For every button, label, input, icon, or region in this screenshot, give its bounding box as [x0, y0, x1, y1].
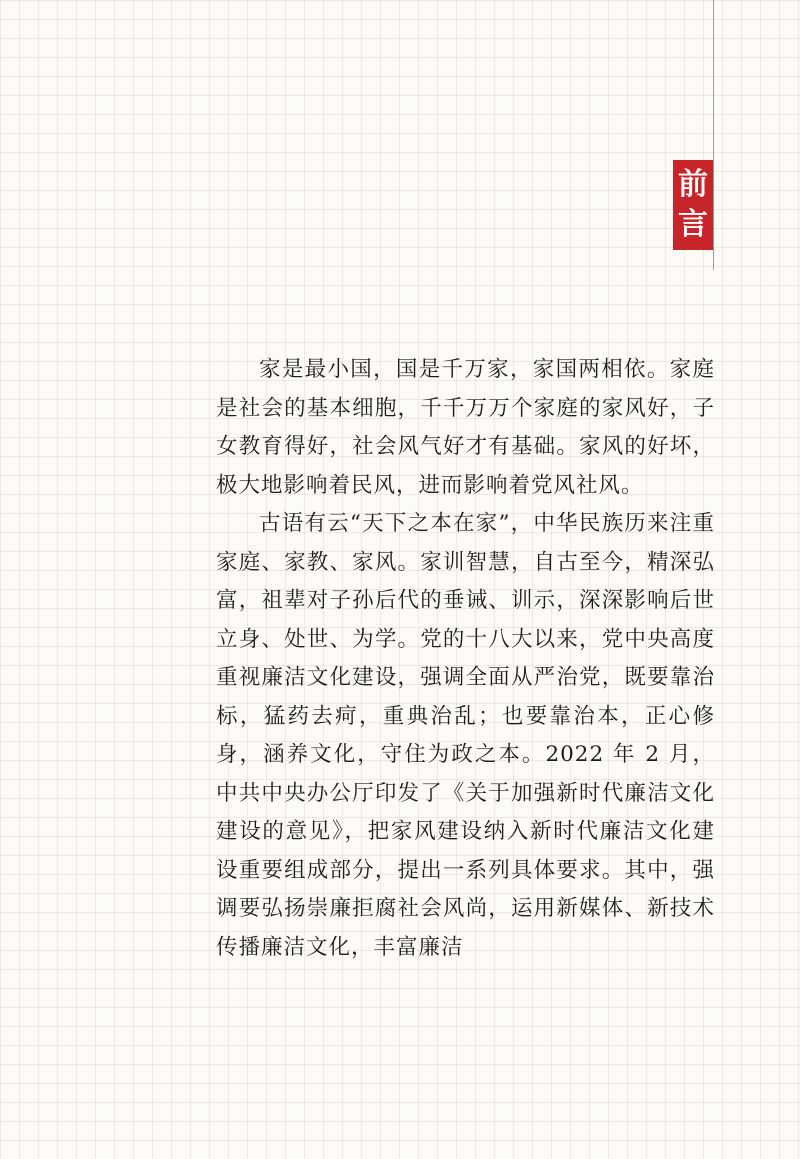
paragraph-2: 古语有云“天下之本在家”，中华民族历来注重家庭、家教、家风。家训智慧，自古至今，精深弘富，祖辈对子孙后代的垂诫、训示，深深影响后世立身、处世、为学。党的十八大以来，党中央高度重视廉洁文化建设，强调全面从严治党，既要靠治标，猛药去疴，重典治乱；也要靠治本，正心修身，涵养文化，守住为政之本。2022 年 2 月，中共中央办公厅印发了《关于加强新时代廉洁文化建设的意见》，把家风建设纳入新时代廉洁文化建设重要组成部分，提出一系列具体要求。其中，强调要弘扬崇廉拒腐社会风尚，运用新媒体、新技术传播廉洁文化，丰富廉洁 — [216, 511, 715, 960]
paragraph-1: 家是最小国，国是千万家，家国两相依。家庭是社会的基本细胞，千千万万个家庭的家风好，子女教育得好，社会风气好才有基础。家风的好坏，极大地影响着民风，进而影响着党风社风。 — [216, 357, 715, 498]
title-char-1: 前 — [678, 167, 708, 202]
title-char-2: 言 — [678, 207, 708, 242]
margin-rule — [713, 0, 714, 270]
body-text — [216, 351, 715, 967]
chapter-title-badge — [673, 160, 713, 250]
